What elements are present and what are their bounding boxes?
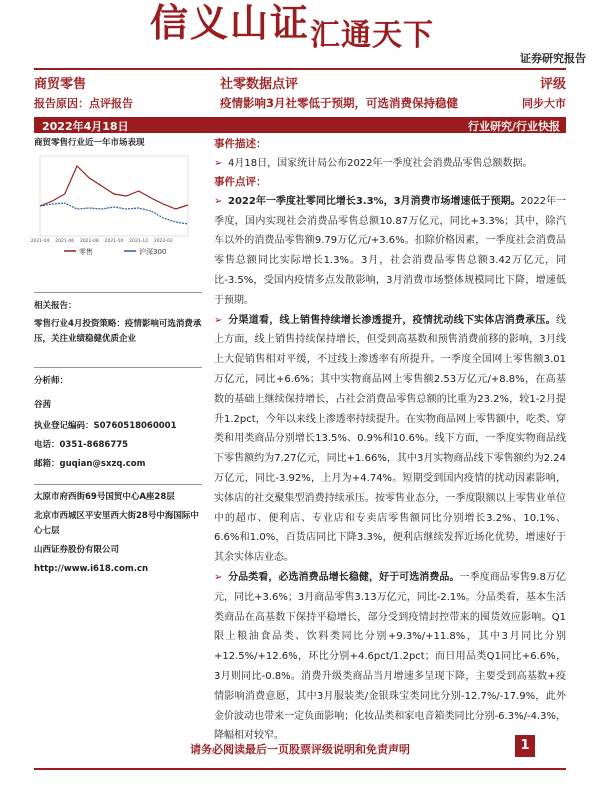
- x-tick-label: 2021-04: [30, 239, 50, 244]
- paragraph-2: ➢ 分渠道看，线上销售持续增长渗透提升，疫情扰动线下实体店消费承压。线上方面，线上销售持续保持增长，但受到高基数和预售消费前移的影响，3月线上大促销售相对平缓，不过线上渗透率有所提升。一季度全国网上零售额3.01万亿元，同比+6.6%；其中实物商品网上零售额2.53万亿元/+8.8%，在高基数的基础上继续保持增长，占社会消费品零售总额的比重为23.2%，较1-2月提升1.2pct，今年以来线上渗透率持续提升。在实物商品网上零售额中，吃类、穿类和用类商品分别增长13.5%、0.9%和10.6%。线下方面，一季度实物商品线下零售额约为7.27亿元，同比+1.66%，其中3月实物商品线下零售额约为2.24万亿元，同比-3.92%，上月为+4.74%。短期受到国内疫情的扰动因素影响，实体店的社交聚集型消费持续承压。按零售业态分，一季度限额以上零售业单位中的超市、便利店、专业店和专卖店零售额同比分别增长3.2%、10.1%、6.6%和1.0%，百货店同比下降3.3%，便利店继续发挥近场化优势，增速好于其余实体店业态。: [214, 311, 566, 568]
- header-row-2: [34, 95, 566, 111]
- event-desc-label: 事件描述：: [214, 138, 267, 150]
- cert-number: 执业登记编码：S0760518060001: [34, 421, 177, 431]
- column-label: 社零数据点评: [220, 77, 299, 92]
- page-number: 1: [515, 735, 535, 757]
- report-title: 疫情影响3月社零低于预期，可选消费保持稳健: [220, 96, 458, 110]
- event-comment-label: 事件点评：: [214, 175, 267, 188]
- series-line-1: [40, 203, 188, 224]
- main-content: [214, 136, 566, 746]
- legend-label: 沪深300: [139, 248, 167, 256]
- footer-divider: [34, 768, 566, 770]
- divider: [34, 292, 202, 293]
- paragraph-1: ➢ 2022年一季度社零同比增长3.3%，3月消费市场增速低于预期。2022年一季度，国内实现社会消费品零售总额10.87万亿元，同比+3.3%；其中，除汽车以外的消费品零售额9.79万亿元/+3.6%。扣除价格因素，一季度社会消费品零售总额同比实际增长1.3%。3月，社会消费品零售总额3.42万亿元，同比-3.5%，受国内疫情多点发散影响，3月消费市场整体规模同比下降，增速低于预期。: [214, 192, 566, 311]
- x-tick-label: 2022-02: [153, 239, 173, 244]
- x-tick-label: 2021-06: [55, 239, 75, 244]
- address-taiyuan: 太原市府西街69号国贸中心A座28层: [34, 492, 175, 502]
- header-row-1: [34, 73, 566, 91]
- paragraph-3: ➢ 分品类看，必选消费品增长稳健，好于可选消费品。一季度商品零售9.8万亿元，同比+3.6%；3月商品零售3.13万亿元，同比-2.1%。分品类看，基本生活类商品在高基数下保持平稳增长，部分受到疫情封控带来的囤货效应影响。Q1限上粮油食品类、饮料类同比分别+9.3%/+11.8%，其中3月同比分别+12.5%/+12.6%，环比分别+4.6pct/1.2pct；而日用品类Q1同比+6.6%，3月则同比-0.8%。消费升级类商品当月增速多呈现下降，主要受到高基数+疫情影响消费意愿，其中3月服装类/金银珠宝类同比分别-12.7%/-17.9%，此外金价波动也带来一定负面影响；化妆品类和家电音箱类同比分别-6.3%/-4.3%，降幅相对较窄。: [214, 568, 566, 746]
- performance-chart: [30, 150, 194, 260]
- report-reason: 报告原因：点评报告: [34, 97, 133, 110]
- legend-label: 零售: [79, 248, 93, 256]
- report-category: 行业研究/行业快报: [467, 120, 560, 133]
- date-bar: [34, 117, 566, 133]
- arrow-icon: ➢: [214, 571, 223, 583]
- address-beijing: 北京市西城区平安里西大街28号中海国际中心七层: [34, 511, 199, 536]
- x-tick-label: 2021-12: [129, 239, 149, 244]
- divider: [34, 367, 202, 368]
- rating-value: 同步大市: [522, 97, 566, 110]
- banner: [0, 0, 600, 65]
- related-report-text[interactable]: 零售行业4月投资策略：疫情影响可选消费承压，关注业绩稳健优质企业: [34, 319, 202, 344]
- chart-title: 商贸零售行业近一年市场表现: [34, 138, 145, 148]
- arrow-icon: ➢: [214, 195, 223, 207]
- x-tick-label: 2021-08: [79, 239, 99, 244]
- analyst-label: 分析师：: [34, 376, 69, 386]
- report-type: 证券研究报告: [520, 52, 586, 65]
- related-report-label: 相关报告：: [34, 301, 77, 311]
- website-link[interactable]: http://www.i618.com.cn: [34, 564, 149, 574]
- sidebar: [30, 136, 202, 577]
- rating-label: 评级: [539, 77, 566, 92]
- arrow-icon: ➢: [214, 158, 223, 169]
- series-line-0: [40, 166, 188, 209]
- divider: [34, 484, 202, 485]
- event-desc: ➢ 4月18日，国家统计局公布2022年一季度社会消费品零售总额数据。: [214, 154, 566, 174]
- disclaimer-note[interactable]: 请务必阅读最后一页股票评级说明和免责声明: [190, 743, 410, 756]
- header-divider: [34, 68, 566, 70]
- slogan: 信义山证: [150, 0, 311, 45]
- report-date: 2022年4月18日: [42, 120, 129, 133]
- arrow-icon: ➢: [214, 314, 223, 326]
- email[interactable]: 邮箱：guqian@sxzq.com: [34, 459, 146, 469]
- analyst-name: 谷茜: [34, 400, 52, 410]
- slogan-secondary: 汇通天下: [310, 18, 434, 53]
- company-name: 山西证券股份有限公司: [34, 545, 120, 555]
- phone: 电话：0351-8686775: [34, 440, 129, 450]
- x-tick-label: 2021-10: [104, 239, 124, 244]
- industry-label: 商贸零售: [34, 77, 87, 92]
